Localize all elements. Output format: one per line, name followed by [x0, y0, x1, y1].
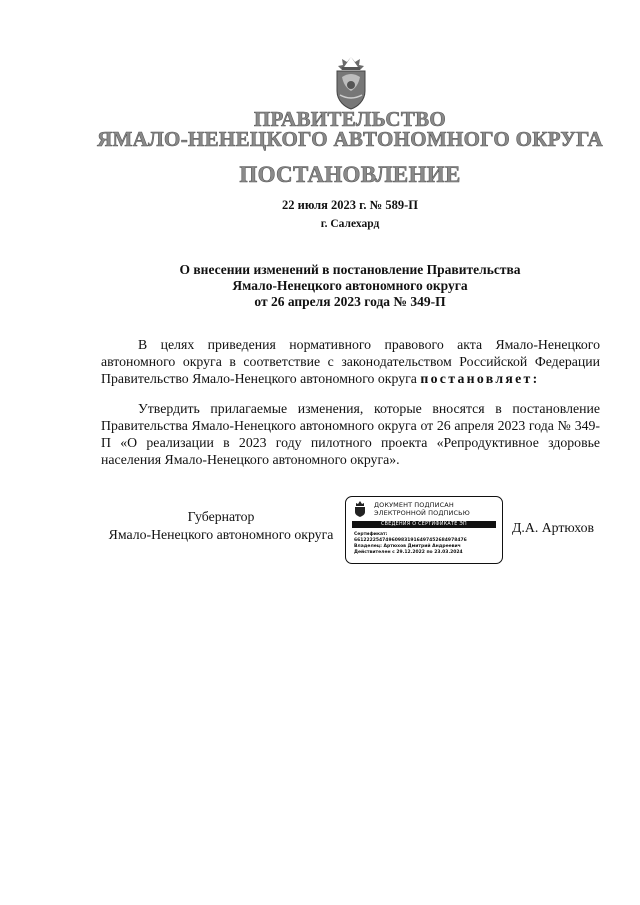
stamp-title — [374, 502, 470, 517]
coat-of-arms-emblem — [330, 55, 372, 111]
stamp-emblem-icon — [354, 501, 366, 517]
stamp-title-line1: ДОКУМЕНТ ПОДПИСАН — [374, 501, 454, 509]
stamp-certificate-bar: СВЕДЕНИЯ О СЕРТИФИКАТЕ ЭП — [352, 521, 496, 528]
date-and-number: 22 июля 2023 г. № 589-П — [282, 198, 418, 212]
body-paragraph-1 — [101, 336, 600, 387]
stamp-owner: Владелец: Артюхов Дмитрий Андреевич — [354, 544, 461, 549]
subject-line1: О внесении изменений в постановление Правительства — [179, 262, 521, 277]
resolution-word: постановляет: — [420, 371, 540, 386]
subject-line2: Ямало-Ненецкого автономного округа — [232, 278, 468, 293]
government-title-line1: ПРАВИТЕЛЬСТВО — [253, 107, 447, 131]
city-of-issue: г. Салехард — [320, 218, 380, 230]
document-subject — [0, 262, 640, 310]
position-line2: Ямало-Ненецкого автономного округа — [108, 527, 334, 542]
paragraph-1-text: В целях приведения нормативного правового акта Ямало-Ненецкого автономного округа в соответствие с законодательством Российской Федерации Правительство Ямало-Ненецкого автономного округа — [101, 337, 600, 386]
position-line1: Губернатор — [187, 509, 255, 524]
electronic-signature-stamp — [345, 496, 503, 564]
paragraph-2-text: Утвердить прилагаемые изменения, которые вносятся в постановление Правительства Ямало-Ненецкого автономного округа от 26 апреля 2023 года № 349-П «О реализации в 2023 году пилотного проекта «Репродуктивное здоровье населения Ямало-Ненецкого автономного округа». — [101, 401, 600, 467]
stamp-validity: Действителен с 29.12.2022 по 23.03.2024 — [354, 550, 463, 555]
stamp-certificate-value: 661222254749609831916497452684978476 — [354, 538, 467, 543]
body-paragraph-2 — [101, 400, 600, 468]
signatory-position — [100, 508, 342, 544]
signer-name: Д.А. Артюхов — [512, 520, 594, 535]
document-kind-title: ПОСТАНОВЛЕНИЕ — [239, 162, 461, 187]
government-title-line2: ЯМАЛО-НЕНЕЦКОГО АВТОНОМНОГО ОКРУГА — [97, 127, 603, 151]
subject-line3: от 26 апреля 2023 года № 349-П — [254, 294, 446, 309]
stamp-certificate-label: Сертификат: — [354, 532, 388, 537]
stamp-title-line2: ЭЛЕКТРОННОЙ ПОДПИСЬЮ — [374, 508, 470, 517]
